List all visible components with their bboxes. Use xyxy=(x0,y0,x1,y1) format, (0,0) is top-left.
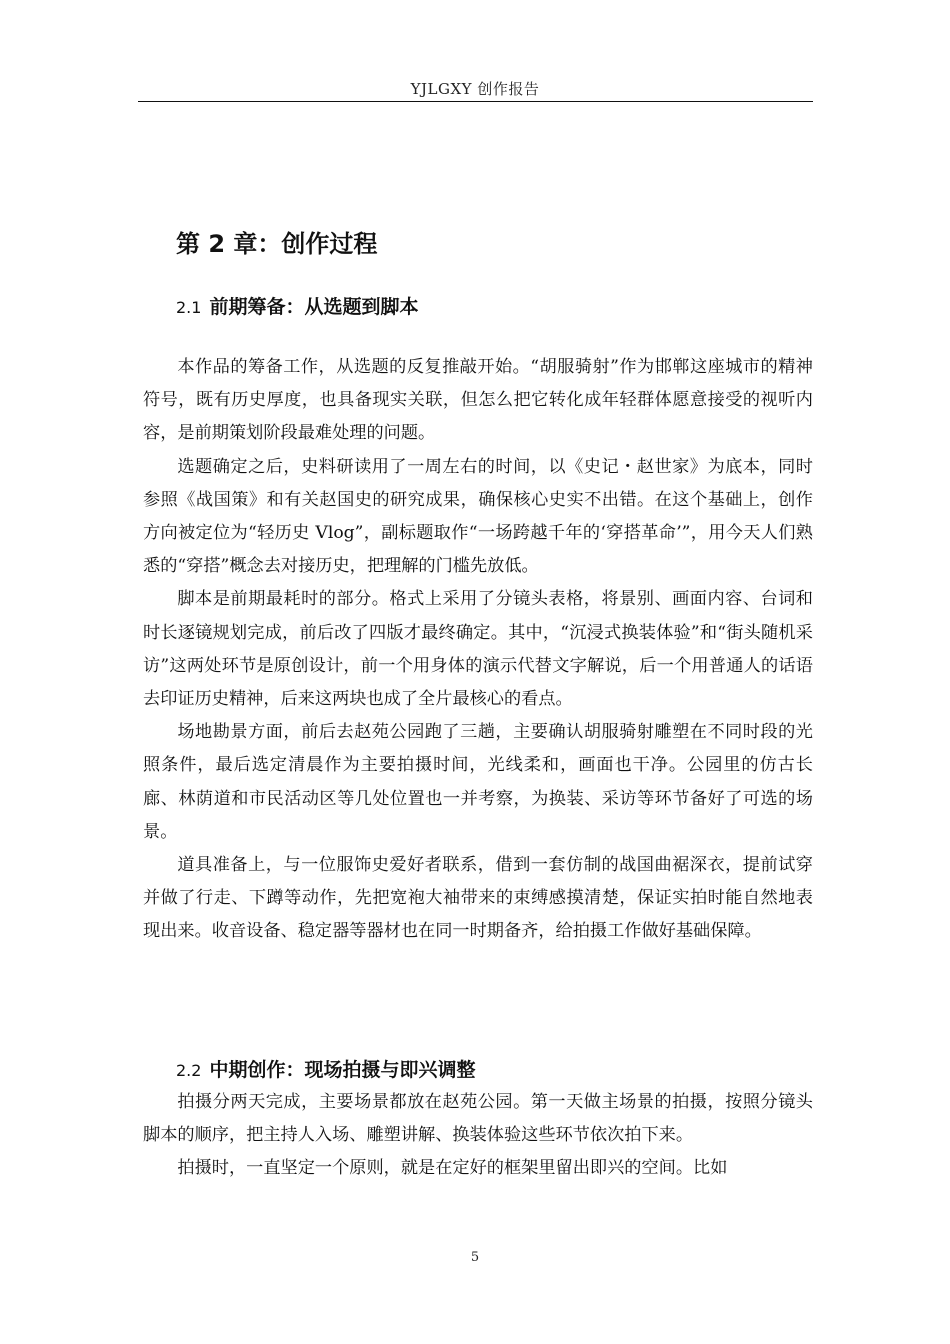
paragraph: 场地勘景方面，前后去赵苑公园跑了三趟，主要确认胡服骑射雕塑在不同时段的光照条件，最后选定清晨作为主要拍摄时间，光线柔和，画面也干净。公园里的仿古长廊、林荫道和市民活动区等几处位置也一并考察，为换装、采访等环节备好了可选的场景。 xyxy=(143,722,813,842)
section-number: 2.2 xyxy=(176,1061,202,1080)
paragraph: 拍摄时，一直坚定一个原则，就是在定好的框架里留出即兴的空间。比如 xyxy=(177,1158,728,1179)
section-title-text: 前期筹备：从选题到脚本 xyxy=(209,296,419,318)
paragraph: 拍摄分两天完成，主要场景都放在赵苑公园。第一天做主场景的拍摄，按照分镜头脚本的顺序，把主持人入场、雕塑讲解、换装体验这些环节依次拍下来。 xyxy=(143,1092,813,1146)
section-heading-2-2 xyxy=(176,1055,475,1082)
section-2-1-body xyxy=(143,351,813,949)
paragraph: 道具准备上，与一位服饰史爱好者联系，借到一套仿制的战国曲裾深衣，提前试穿并做了行走、下蹲等动作，先把宽袍大袖带来的束缚感摸清楚，保证实拍时能自然地表现出来。收音设备、稳定器等器材也在同一时期备齐，给拍摄工作做好基础保障。 xyxy=(143,855,813,942)
chapter-title: 第 2 章：创作过程 xyxy=(176,230,378,258)
paragraph: 本作品的筹备工作，从选题的反复推敲开始。“胡服骑射”作为邯郸这座城市的精神符号，既有历史厚度，也具备现实关联，但怎么把它转化成年轻群体愿意接受的视听内容，是前期策划阶段最难处理的问题。 xyxy=(143,357,813,444)
section-heading-2-1 xyxy=(176,292,418,319)
paragraph: 选题确定之后，史料研读用了一周左右的时间，以《史记・赵世家》为底本，同时参照《战国策》和有关赵国史的研究成果，确保核心史实不出错。在这个基础上，创作方向被定位为“轻历史 Vlog”，副标题取作“一场跨越千年的‘穿搭革命’”，用今天人们熟悉的“穿搭”概念去对接历史，把理解的门槛先放低。 xyxy=(143,456,813,577)
section-number: 2.1 xyxy=(176,298,202,317)
header-divider xyxy=(138,101,813,102)
paragraph: 脚本是前期最耗时的部分。格式上采用了分镜头表格，将景别、画面内容、台词和时长逐镜规划完成，前后改了四版才最终确定。其中，“沉浸式换装体验”和“街头随机采访”这两处环节是原创设计，前一个用身体的演示代替文字解说，后一个用普通人的话语去印证历史精神，后来这两块也成了全片最核心的看点。 xyxy=(143,589,813,710)
section-2-2-body xyxy=(143,1086,813,1186)
page-number: 5 xyxy=(470,1250,480,1265)
running-header: YJLGXY 创作报告 xyxy=(410,80,540,98)
section-title-text: 中期创作：现场拍摄与即兴调整 xyxy=(209,1059,476,1081)
